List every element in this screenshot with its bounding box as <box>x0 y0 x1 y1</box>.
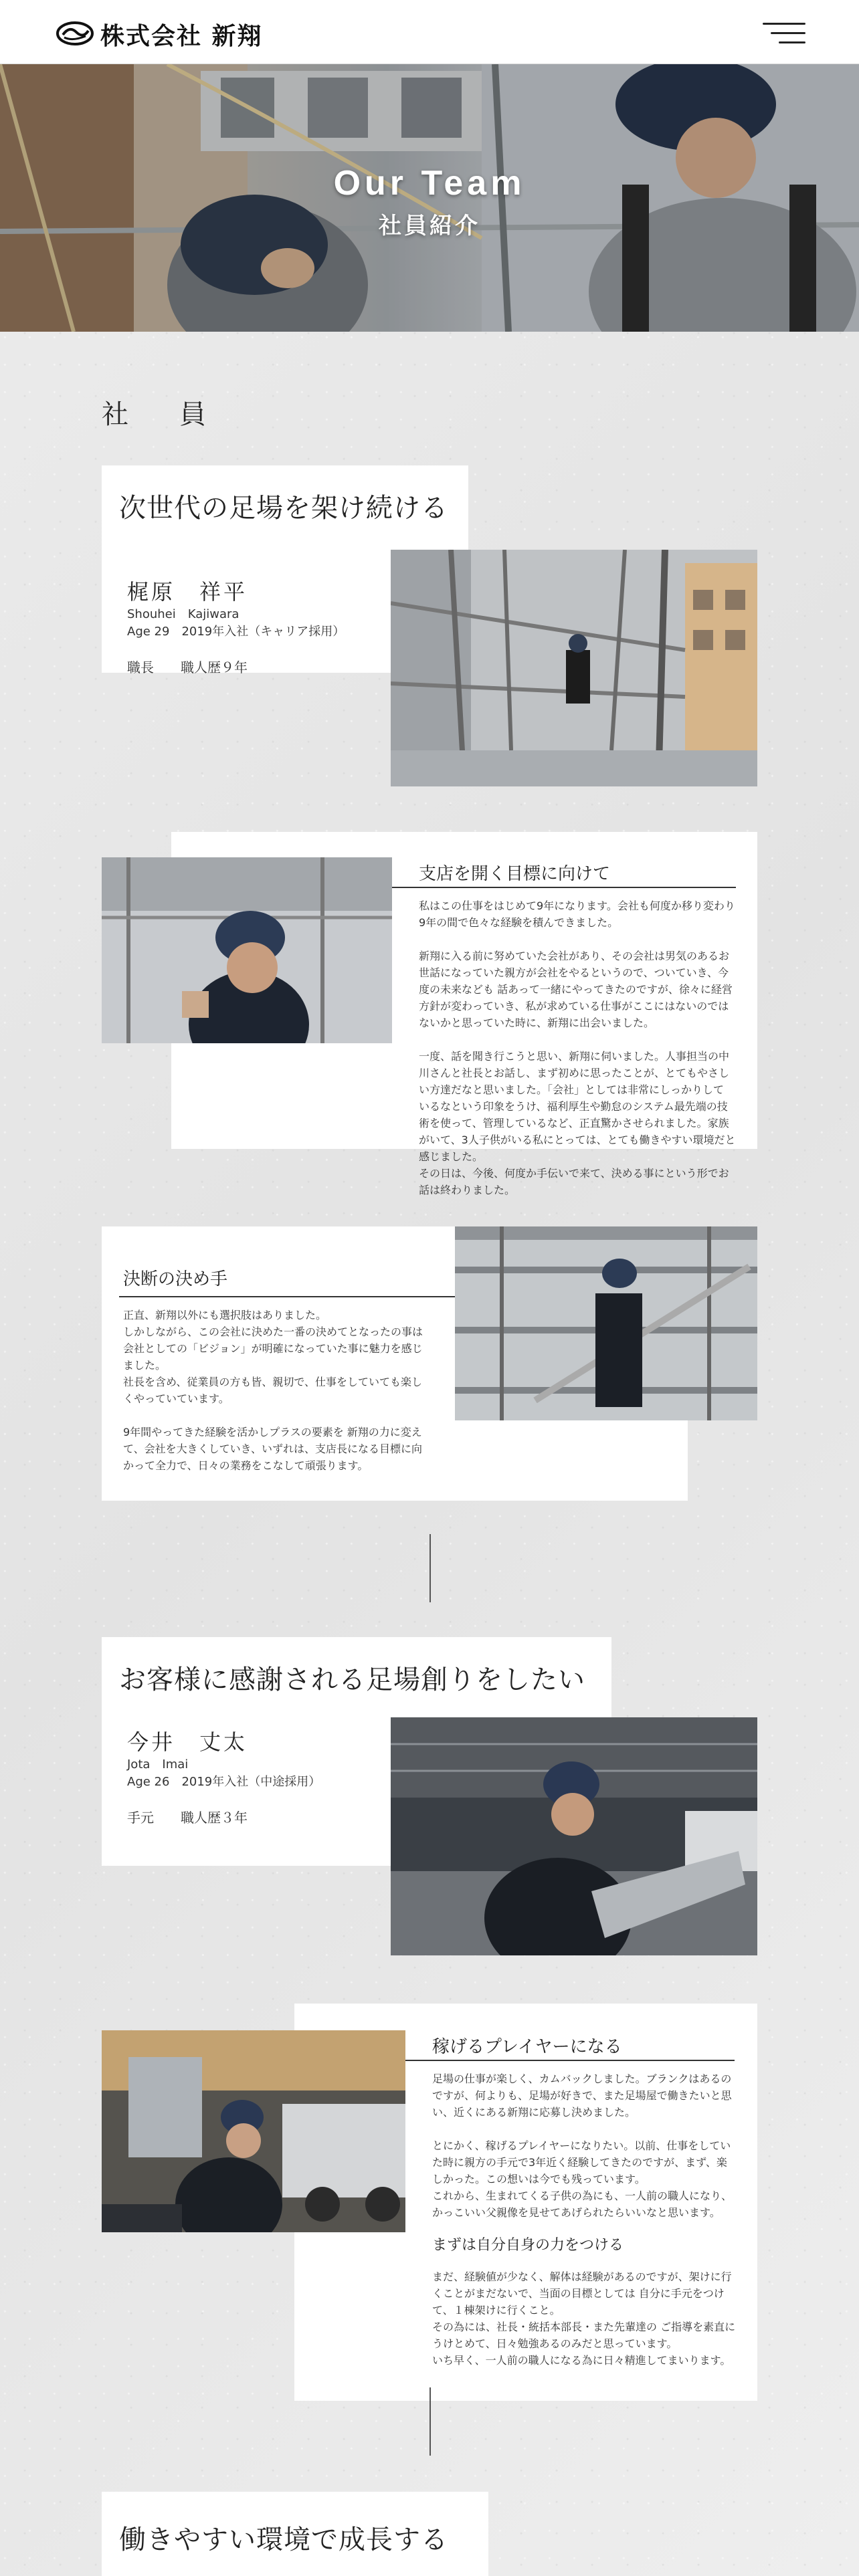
member-name: 今井 丈太 <box>127 1729 248 1755</box>
hero-subtitle: 社員紹介 <box>379 213 480 239</box>
story-title-underline <box>405 2060 735 2061</box>
story-body: まだ、経験値が少なく、解体は経験があるのですが、架けに行 くことがまだないで、当面の目標としては 自分に手元をつけ て、１棟架けに行くこと。 その為には、社長・統括本部長・また先輩達の ご指導を素直に うけとめて、日々勉強あるのみだと思っています。 いち早く、一人前の職人になる為に日々精進してまいります。 <box>432 2270 736 2367</box>
story-title: まずは自分自身の力をつける <box>432 2237 624 2254</box>
story-title: 支店を開く目標に向けて <box>419 864 611 884</box>
story-body: 足場の仕事が楽しく、カムバックしました。ブランクはあるの ですが、何よりも、足場が好きで、また足場屋で働きたいと思 い、近くにある新翔に応募し決めました。 とにかく、稼げるプレイヤーになりたい。以前、仕事をしてい た時に親方の手元で3年近く経験してきたのですが、まず、楽 しかった。この想いは今でも残っています。 これから、生まれてくる子供の為にも、一人前の職人になり、 かっこいい父親像を見せてあげられたらいいなと思います。 <box>432 2072 733 2219</box>
section-heading: 社 員 <box>102 399 218 430</box>
member-photo <box>102 857 392 1043</box>
section-divider <box>430 2387 431 2456</box>
site-header <box>0 0 859 64</box>
member-photo <box>455 1226 757 1420</box>
story-body: 正直、新翔以外にも選択肢はありました。 しかしながら、この会社に決めた一番の決めてとなったの事は 会社としての「ビジョン」が明確になっていた事に魅力を感じ ました。 社長を含め、従業員の方も皆、親切で、仕事をしていても楽し くやっていています。 9年間やってきた経験を活かしプラスの要素を 新翔の力に変え て、会社を大きくしていき、いずれは、支店長になる目標に向 かって全力で、日々の業務をこなして頑張ります。 <box>123 1309 423 1472</box>
member-catchphrase: 次世代の足場を架け続ける <box>119 493 448 524</box>
member-photo <box>391 1717 757 1955</box>
member-romaji: Shouhei Kajiwara <box>127 607 240 621</box>
member-name: 梶原 祥平 <box>127 579 248 605</box>
hero-title: Our Team <box>333 164 526 203</box>
member-role: 手元 職人歴３年 <box>127 1810 248 1826</box>
member-romaji: Jota Imai <box>127 1757 189 1772</box>
story-title: 稼げるプレイヤーになる <box>432 2037 622 2057</box>
section-divider <box>430 1534 431 1602</box>
hero-banner <box>0 64 859 332</box>
story-title-underline <box>119 1296 455 1297</box>
story-body: 私はこの仕事をはじめて9年になります。会社も何度か移り変わり 9年の間で色々な経験を積んできました。 新翔に入る前に努めていた会社があり、その会社は男気のあるお 世話になっていた親方が会社をやるというので、ついていき、今 度の未来なども 話あって一緒にやってきたのですが、徐々に経営 方針が変わっていき、私が求めている仕事がここにはないのでは ないかと思っていた時に、新翔に出会いました。 一度、話を聞き行こうと思い、新翔に伺いました。人事担当の中 川さんと社長とお話し、まず初めに思ったことが、とてもやさし い方達だなと思いました。「会社」としては非常にしっかりして いるなという印象をうけ、福利厚生や勤怠のシステム最先端の技 術を使って、管理しているなど、正直驚かさせられました。家族 がいて、3人子供がいる私にとっては、とても働きやすい環境だと 感じました。 その日は、今後、何度か手伝いで来て、決める事にという形でお 話は終わりました。 <box>419 899 736 1196</box>
member-role: 職長 職人歴９年 <box>127 659 248 675</box>
company-logo-icon[interactable] <box>56 21 94 45</box>
member-age-join: Age 29 2019年入社（キャリア採用） <box>127 625 345 639</box>
member-photo <box>391 550 757 786</box>
story-title-underline <box>392 887 736 888</box>
hamburger-menu-icon[interactable] <box>763 20 805 47</box>
member-age-join: Age 26 2019年入社（中途採用） <box>127 1775 321 1789</box>
member-catchphrase: お客様に感謝される足場創りをしたい <box>119 1665 585 1695</box>
story-title: 決断の決め手 <box>123 1269 228 1289</box>
member-catchphrase: 働きやすい環境で成長する <box>119 2525 448 2555</box>
member-photo <box>102 2030 405 2232</box>
company-name[interactable]: 株式会社 新翔 <box>100 22 263 50</box>
